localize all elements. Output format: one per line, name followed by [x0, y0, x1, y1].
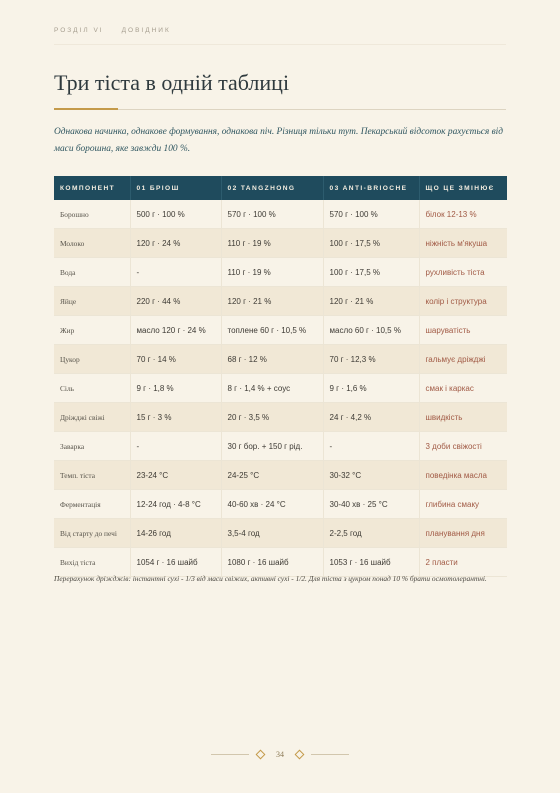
folio-line-left	[211, 754, 249, 755]
value-cell: 70 г · 14 %	[130, 345, 221, 374]
table-row	[54, 490, 507, 519]
value-cell: 40-60 хв · 24 °C	[221, 490, 323, 519]
table-row	[54, 345, 507, 374]
table-row	[54, 229, 507, 258]
diamond-ornament-icon	[256, 750, 266, 760]
value-cell: 23-24 °C	[130, 461, 221, 490]
effect-cell: 2 пласти	[419, 548, 507, 577]
effect-cell: поведінка масла	[419, 461, 507, 490]
diamond-ornament-icon	[295, 750, 305, 760]
column-header: 03 ANTI-BRIOCHE	[323, 176, 419, 200]
table-row	[54, 403, 507, 432]
column-header: 02 TANGZHONG	[221, 176, 323, 200]
effect-cell: рухливість тіста	[419, 258, 507, 287]
title-accent-rule	[54, 108, 118, 110]
section-label: РОЗДІЛ VI	[54, 27, 104, 34]
table-row	[54, 200, 507, 229]
effect-cell: білок 12-13 %	[419, 200, 507, 229]
component-cell: Вода	[54, 258, 130, 287]
effect-cell: планування дня	[419, 519, 507, 548]
value-cell: 68 г · 12 %	[221, 345, 323, 374]
value-cell: 9 г · 1,6 %	[323, 374, 419, 403]
component-cell: Вихід тіста	[54, 548, 130, 577]
footnote: Перерахунок дріжджів: інстантні сухі - 1/3 від маси свіжих, активні сухі - 1/2. Для тіста з цукром понад 10 % брати осмотолерантні.	[54, 574, 487, 583]
component-cell: Від старту до печі	[54, 519, 130, 548]
value-cell: 220 г · 44 %	[130, 287, 221, 316]
component-cell: Сіль	[54, 374, 130, 403]
value-cell: 8 г · 1,4 % + соус	[221, 374, 323, 403]
value-cell: 15 г · 3 %	[130, 403, 221, 432]
component-cell: Заварка	[54, 432, 130, 461]
component-cell: Молоко	[54, 229, 130, 258]
effect-cell: ніжність м'якуша	[419, 229, 507, 258]
value-cell: 100 г · 17,5 %	[323, 258, 419, 287]
effect-cell: гальмує дріжджі	[419, 345, 507, 374]
table-row	[54, 258, 507, 287]
component-cell: Цукор	[54, 345, 130, 374]
chapter-label: ДОВІДНИК	[121, 27, 171, 34]
page-folio	[0, 750, 560, 759]
component-cell: Борошно	[54, 200, 130, 229]
component-cell: Темп. тіста	[54, 461, 130, 490]
value-cell: топлене 60 г · 10,5 %	[221, 316, 323, 345]
value-cell: -	[130, 432, 221, 461]
value-cell: 120 г · 24 %	[130, 229, 221, 258]
column-header: КОМПОНЕНТ	[54, 176, 130, 200]
value-cell: 570 г · 100 %	[323, 200, 419, 229]
value-cell: 110 г · 19 %	[221, 258, 323, 287]
value-cell: 120 г · 21 %	[221, 287, 323, 316]
value-cell: масло 60 г · 10,5 %	[323, 316, 419, 345]
value-cell: 12-24 год · 4-8 °C	[130, 490, 221, 519]
component-cell: Ферментація	[54, 490, 130, 519]
effect-cell: смак і каркас	[419, 374, 507, 403]
effect-cell: глибина смаку	[419, 490, 507, 519]
value-cell: 30-40 хв · 25 °C	[323, 490, 419, 519]
value-cell: 24-25 °C	[221, 461, 323, 490]
value-cell: 2-2,5 год	[323, 519, 419, 548]
value-cell: -	[323, 432, 419, 461]
component-cell: Жир	[54, 316, 130, 345]
value-cell: 110 г · 19 %	[221, 229, 323, 258]
page-number: 34	[276, 750, 284, 759]
value-cell: 30-32 °C	[323, 461, 419, 490]
value-cell: 20 г · 3,5 %	[221, 403, 323, 432]
table-row	[54, 461, 507, 490]
value-cell: 500 г · 100 %	[130, 200, 221, 229]
dough-comparison-table	[54, 176, 507, 577]
value-cell: 100 г · 17,5 %	[323, 229, 419, 258]
value-cell: 24 г · 4,2 %	[323, 403, 419, 432]
value-cell: 1080 г · 16 шайб	[221, 548, 323, 577]
table-row	[54, 316, 507, 345]
table-row	[54, 432, 507, 461]
effect-cell: колір і структура	[419, 287, 507, 316]
value-cell: 1054 г · 16 шайб	[130, 548, 221, 577]
running-head	[54, 27, 171, 34]
effect-cell: швидкість	[419, 403, 507, 432]
column-header: 01 БРІОШ	[130, 176, 221, 200]
effect-cell: шаруватість	[419, 316, 507, 345]
value-cell: 3,5-4 год	[221, 519, 323, 548]
table-body	[54, 200, 507, 577]
page-title: Три тіста в одній таблиці	[54, 70, 290, 95]
value-cell: 14-26 год	[130, 519, 221, 548]
lead-paragraph: Однакова начинка, однакове формування, однакова піч. Різниця тільки тут. Пекарський відсоток рахується від маси борошна, яке завжди 100 %.	[54, 127, 504, 154]
column-header: ЩО ЦЕ ЗМІНЮЄ	[419, 176, 507, 200]
value-cell: 70 г · 12,3 %	[323, 345, 419, 374]
value-cell: -	[130, 258, 221, 287]
component-cell: Дріжджі свіжі	[54, 403, 130, 432]
folio-line-right	[311, 754, 349, 755]
effect-cell: 3 доби свіжості	[419, 432, 507, 461]
table-row	[54, 374, 507, 403]
value-cell: 1053 г · 16 шайб	[323, 548, 419, 577]
table-header-row	[54, 176, 507, 200]
component-cell: Яйце	[54, 287, 130, 316]
running-head-divider	[54, 44, 506, 45]
value-cell: 9 г · 1,8 %	[130, 374, 221, 403]
value-cell: 30 г бор. + 150 г рід.	[221, 432, 323, 461]
title-divider	[118, 109, 506, 110]
value-cell: масло 120 г · 24 %	[130, 316, 221, 345]
table-row	[54, 519, 507, 548]
value-cell: 570 г · 100 %	[221, 200, 323, 229]
value-cell: 120 г · 21 %	[323, 287, 419, 316]
table-row	[54, 287, 507, 316]
